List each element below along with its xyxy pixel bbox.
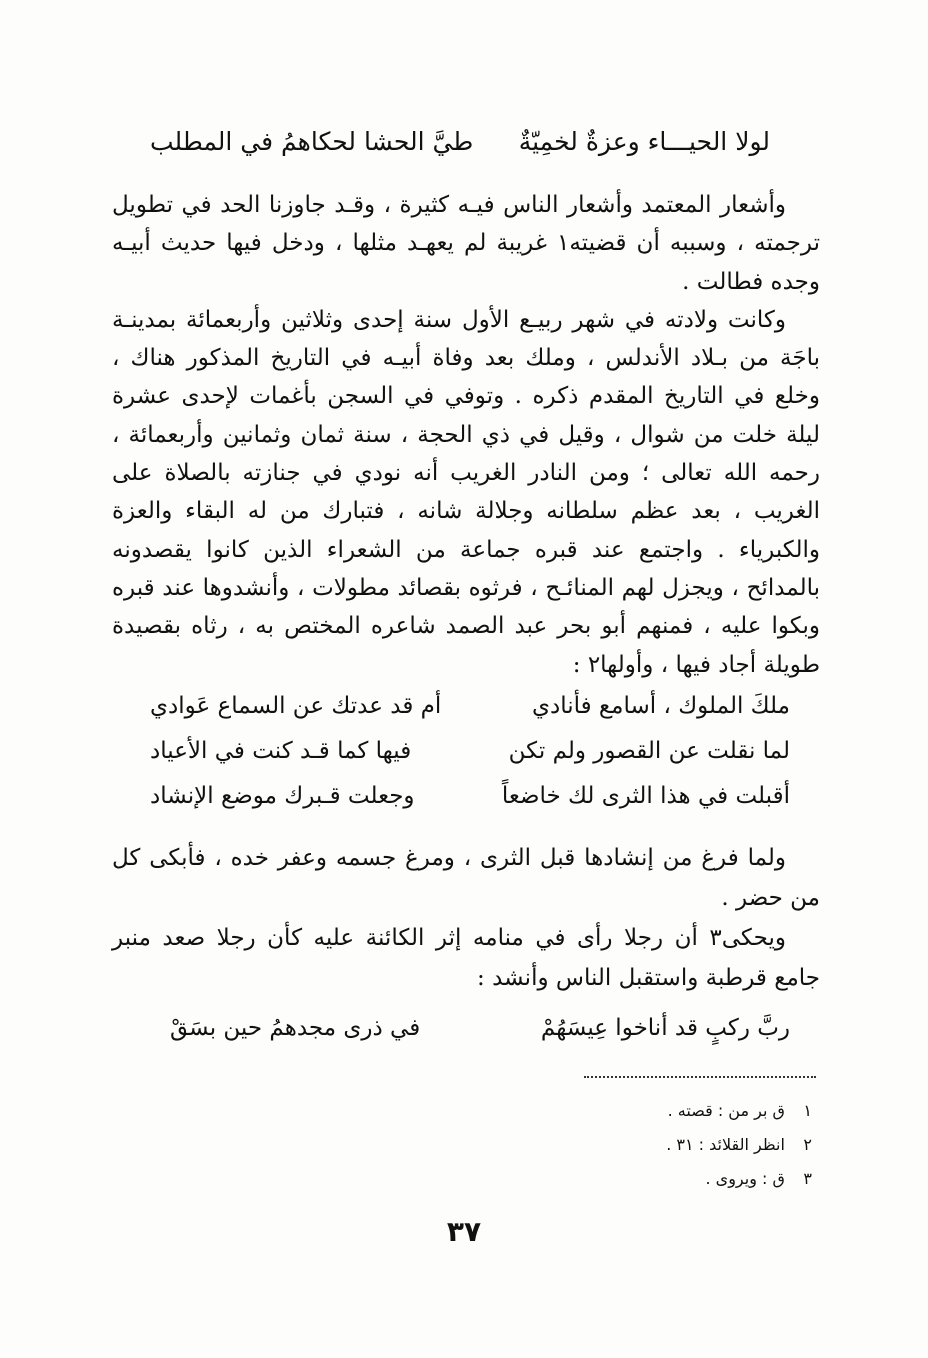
- verse-second-hemistich: في ذرى مجدهمُ حين بسَقْ: [170, 1015, 421, 1041]
- paragraph-4-block: [112, 918, 820, 998]
- opening-verse: [150, 122, 770, 162]
- poem-line: [150, 729, 790, 774]
- footnote-text: ق بر من : قصته .: [667, 1101, 785, 1120]
- poem-line: [150, 774, 790, 819]
- footnotes: [500, 1094, 812, 1196]
- main-text: [112, 186, 820, 684]
- paragraph-4: ويحكى٣ أن رجلا رأى في منامه إثر الكائنة عليه كأن رجلا صعد منبر جامع قرطبة واستقبل الناس وأنشد :: [112, 925, 820, 991]
- footnote-number: ١: [803, 1101, 812, 1120]
- poem-line: [150, 684, 790, 729]
- poem-second-hemistich: أم قد عدتك عن السماع عَوادي: [150, 693, 442, 719]
- footnote: [500, 1162, 812, 1196]
- footnote-text: ق : ويروى .: [705, 1169, 785, 1188]
- paragraph-3: ولما فرغ من إنشادها قبل الثرى ، ومرغ جسمه وعفر خده ، فأبكى كل من حضر .: [112, 845, 820, 911]
- poem-first-hemistich: لما نقلت عن القصور ولم تكن: [508, 738, 790, 764]
- footnote-divider: [584, 1076, 816, 1078]
- elegy-poem: [150, 684, 790, 819]
- paragraph-1: وأشعار المعتمد وأشعار الناس فيـه كثيرة ، وقـد جاوزنا الحد في تطويل ترجمته ، وسببه أن قضيته١ غريبة لم يعهـد مثلها ، ودخل فيها حديث أبيـه وجده فطالت .: [112, 192, 820, 295]
- poem-second-hemistich: فيها كما قـد كنت في الأعياد: [150, 738, 412, 764]
- footnote-text: انظر القلائد : ٣١ .: [666, 1135, 785, 1154]
- footnote: [500, 1128, 812, 1162]
- paragraph-2: وكانت ولادته في شهر ربيـع الأول سنة إحدى وثلاثين وأربعمائة بمدينـة باجَة من بـلاد الأندلس ، وملك بعد وفاة أبيـه في التاريخ المذكور هناك ، وخلع في التاريخ المقدم ذكره . وتوفي في السجن بأغمات لإحدى عشرة ليلة خلت من شوال ، وقيل في ذي الحجة ، سنة ثمان وثمانين وأربعمائة ، رحمه الله تعالى ؛ ومن النادر الغريب أنه نودي في جنازته بالصلاة على الغريب ، بعد عظم سلطانه وجلالة شانه ، فتبارك من له البقاء والعزة والكبرياء . واجتمع عند قبره جماعة من الشعراء الذين كانوا يقصدونه بالمدائح ، ويجزل لهم المنائـح ، فرثوه بقصائد مطولات ، وأنشدوها عند قبره وبكوا عليه ، فمنهم أبو بحر عبد الصمد شاعره المختص به ، رثاه بقصيدة طويلة أجاد فيها ، وأولها٢ :: [112, 306, 820, 678]
- verse-second-hemistich: طيَّ الحشا لحكاهمُ في المطلب: [150, 127, 474, 156]
- poem-first-hemistich: أقبلت في هذا الثرى لك خاضعاً: [501, 783, 790, 809]
- paragraph-3-block: [112, 838, 820, 918]
- footnote-number: ٢: [803, 1135, 812, 1154]
- footnote: [500, 1094, 812, 1128]
- page-number: ٣٧: [446, 1215, 482, 1248]
- poem-first-hemistich: ملكَ الملوك ، أسامع فأنادي: [531, 693, 790, 719]
- verse-first-hemistich: لولا الحيـــاء وعزةٌ لخمِيّةٌ: [518, 127, 770, 156]
- closing-verse: [170, 1006, 790, 1050]
- footnote-number: ٣: [803, 1169, 812, 1188]
- poem-second-hemistich: وجعلت قـبرك موضع الإنشاد: [150, 783, 415, 809]
- verse-first-hemistich: ربَّ ركبٍ قد أناخوا عِيسَهُمْ: [540, 1015, 790, 1041]
